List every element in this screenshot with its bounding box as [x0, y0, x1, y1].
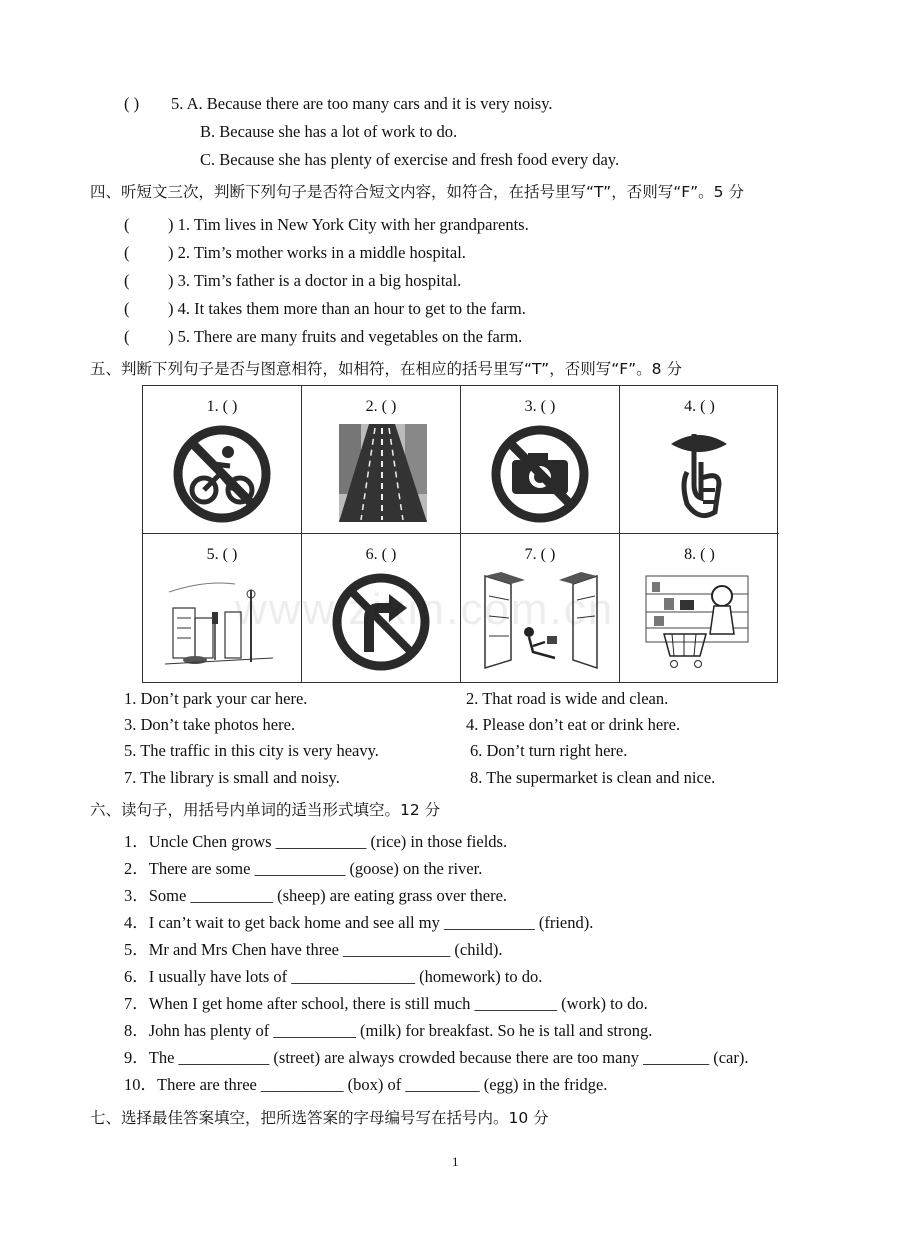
picture-cell-3 [461, 386, 620, 534]
picture-cell-8 [620, 534, 779, 682]
supermarket-scene-icon [642, 572, 752, 672]
s4-item-4: ) 4. It takes them more than an hour to get to the farm. [168, 299, 526, 318]
page-number: 1 [452, 1154, 459, 1169]
s6-item-2[interactable]: 2．There are some ___________ (goose) on the river. [124, 859, 483, 878]
picture-label-1[interactable]: 1. ( ) [206, 398, 238, 415]
picture-cell-4 [620, 386, 779, 534]
section-4-heading: 四、听短文三次，判断下列句子是否符合短文内容，如符合，在括号里写“T”，否则写“F”。5 分 [90, 183, 744, 201]
s4-item-5: ) 5. There are many fruits and vegetables on the farm. [168, 327, 523, 346]
s5-sentence-6: 6. Don’t turn right here. [470, 741, 628, 760]
s5-sentence-5: 5. The traffic in this city is very heavy. [124, 741, 379, 760]
s6-item-3[interactable]: 3．Some __________ (sheep) are eating grass over there. [124, 886, 508, 905]
s6-item-9[interactable]: 9．The ___________ (street) are always crowded because there are too many ________ (car). [124, 1048, 749, 1067]
s6-item-6[interactable]: 6．I usually have lots of _______________ (homework) to do. [124, 967, 543, 986]
q5-option-c: C. Because she has plenty of exercise and fresh food every day. [200, 150, 620, 169]
s4-item-1: ) 1. Tim lives in New York City with her grandparents. [168, 215, 529, 234]
no-bicycle-icon [172, 424, 272, 524]
s5-sentence-8: 8. The supermarket is clean and nice. [470, 768, 716, 787]
s5-sentence-3: 3. Don’t take photos here. [124, 715, 296, 734]
s4-paren-2[interactable]: ( [124, 243, 130, 262]
s6-item-4[interactable]: 4．I can’t wait to get back home and see all my ___________ (friend). [124, 913, 594, 932]
picture-label-5[interactable]: 5. ( ) [206, 546, 238, 563]
s6-item-5[interactable]: 5．Mr and Mrs Chen have three _____________ (child). [124, 940, 503, 959]
s5-sentence-7: 7. The library is small and noisy. [124, 768, 340, 787]
picture-label-7[interactable]: 7. ( ) [524, 546, 556, 563]
picture-label-6[interactable]: 6. ( ) [365, 546, 397, 563]
s6-item-8[interactable]: 8．John has plenty of __________ (milk) for breakfast. So he is tall and strong. [124, 1021, 653, 1040]
section-6-heading: 六、读句子，用括号内单词的适当形式填空。12 分 [90, 801, 441, 819]
q5-option-b: B. Because she has a lot of work to do. [200, 122, 458, 141]
picture-label-4[interactable]: 4. ( ) [684, 398, 715, 415]
s4-paren-5[interactable]: ( [124, 327, 130, 346]
no-camera-icon [490, 424, 590, 524]
s5-sentence-2: 2. That road is wide and clean. [466, 689, 669, 708]
q5-option-a: 5. A. Because there are too many cars and it is very noisy. [171, 94, 553, 113]
picture-label-8[interactable]: 8. ( ) [684, 546, 715, 563]
picture-cell-1 [143, 386, 302, 534]
picture-label-2[interactable]: 2. ( ) [365, 398, 397, 415]
s6-item-10[interactable]: 10．There are three __________ (box) of _________ (egg) in the fridge. [124, 1075, 608, 1094]
s5-sentence-4: 4. Please don’t eat or drink here. [466, 715, 681, 734]
section-7-heading: 七、选择最佳答案填空，把所选答案的字母编号写在括号内。10 分 [90, 1109, 549, 1127]
s4-paren-3[interactable]: ( [124, 271, 130, 290]
s4-paren-4[interactable]: ( [124, 299, 130, 318]
section-5-heading: 五、判断下列句子是否与图意相符，如相符，在相应的括号里写“T”，否则写“F”。8 分 [90, 360, 682, 378]
wide-road-icon [331, 424, 431, 524]
picture-label-3[interactable]: 3. ( ) [524, 398, 556, 415]
s4-paren-1[interactable]: ( [124, 215, 130, 234]
watermark: www.zixin.com.cn [235, 585, 615, 634]
s6-item-7[interactable]: 7．When I get home after school, there is still much __________ (work) to do. [124, 994, 648, 1013]
q5-answer-paren[interactable]: ( ) [124, 94, 140, 113]
quiet-gesture-icon [649, 424, 749, 524]
s5-sentence-1: 1. Don’t park your car here. [124, 689, 308, 708]
picture-cell-2 [302, 386, 461, 534]
s4-item-3: ) 3. Tim’s father is a doctor in a big hospital. [168, 271, 462, 290]
s4-item-2: ) 2. Tim’s mother works in a middle hospital. [168, 243, 466, 262]
s6-item-1[interactable]: 1．Uncle Chen grows ___________ (rice) in those fields. [124, 832, 508, 851]
picture-grid [142, 385, 778, 683]
